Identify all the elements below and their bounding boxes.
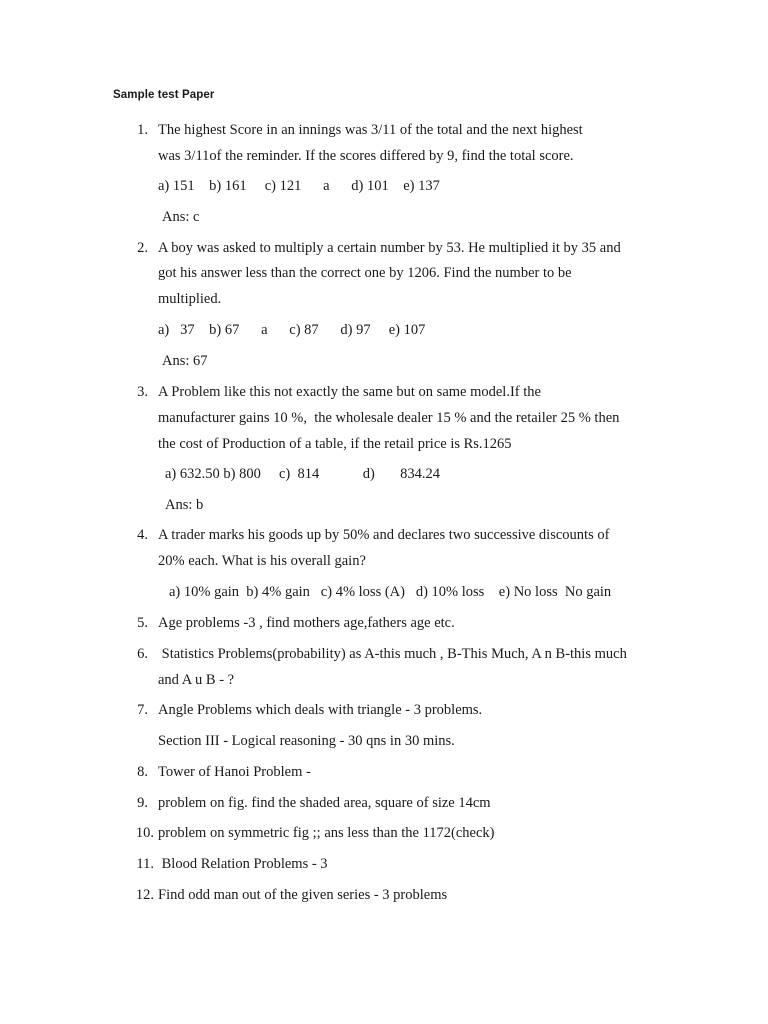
question-number: 12. xyxy=(135,887,154,903)
question-text-line: Blood Relation Problems - 3 xyxy=(158,856,328,872)
answer-key: Ans: b xyxy=(165,497,204,513)
question-text-line: Statistics Problems(probability) as A-this much , B-This Much, A n B-this much xyxy=(158,646,627,662)
question-text-line: 20% each. What is his overall gain? xyxy=(158,553,366,569)
answer-options: a) 632.50 b) 800 c) 814 d) 834.24 xyxy=(165,466,441,482)
document-title: Sample test Paper xyxy=(113,89,215,101)
question-text-line: and A u B - ? xyxy=(158,672,235,688)
question-number: 1. xyxy=(137,122,148,138)
question-text-line: problem on symmetric fig ;; ans less than the 1172(check) xyxy=(158,825,495,841)
question-text-line: manufacturer gains 10 %, the wholesale dealer 15 % and the retailer 25 % then xyxy=(158,410,620,426)
answer-options: a) 151 b) 161 c) 121 a d) 101 e) 137 xyxy=(158,178,440,194)
question-text-line: Age problems -3 , find mothers age,fathers age etc. xyxy=(158,615,455,631)
question-text-line: Angle Problems which deals with triangle - 3 problems. xyxy=(158,702,483,718)
question-text-line: problem on fig. find the shaded area, square of size 14cm xyxy=(158,795,491,811)
question-text-line: The highest Score in an innings was 3/11 of the total and the next highest xyxy=(158,122,583,138)
question-number: 10. xyxy=(135,825,154,841)
question-number: 4. xyxy=(137,527,148,543)
question-text-line: A boy was asked to multiply a certain number by 53. He multiplied it by 35 and xyxy=(158,240,621,256)
question-number: 7. xyxy=(137,702,148,718)
answer-key: Ans: c xyxy=(162,209,200,225)
question-number: 3. xyxy=(137,384,148,400)
section-heading: Section III - Logical reasoning - 30 qns in 30 mins. xyxy=(158,733,455,749)
question-text-line: was 3/11of the reminder. If the scores differed by 9, find the total score. xyxy=(158,148,574,164)
question-text-line: Tower of Hanoi Problem - xyxy=(158,764,311,780)
question-text-line: the cost of Production of a table, if the retail price is Rs.1265 xyxy=(158,436,512,452)
answer-options: a) 37 b) 67 a c) 87 d) 97 e) 107 xyxy=(158,322,426,338)
answer-options: a) 10% gain b) 4% gain c) 4% loss (A) d) 10% loss e) No loss No gain xyxy=(169,584,612,600)
answer-key: Ans: 67 xyxy=(162,353,208,369)
question-text-line: Find odd man out of the given series - 3 problems xyxy=(158,887,448,903)
question-number: 11. xyxy=(136,856,154,872)
question-text-line: multiplied. xyxy=(158,291,222,307)
question-number: 5. xyxy=(137,615,148,631)
question-number: 9. xyxy=(137,795,148,811)
question-number: 6. xyxy=(137,646,148,662)
question-number: 2. xyxy=(137,240,148,256)
question-text-line: got his answer less than the correct one by 1206. Find the number to be xyxy=(158,265,572,281)
question-number: 8. xyxy=(137,764,148,780)
question-text-line: A trader marks his goods up by 50% and declares two successive discounts of xyxy=(158,527,610,543)
question-text-line: A Problem like this not exactly the same but on same model.If the xyxy=(158,384,541,400)
